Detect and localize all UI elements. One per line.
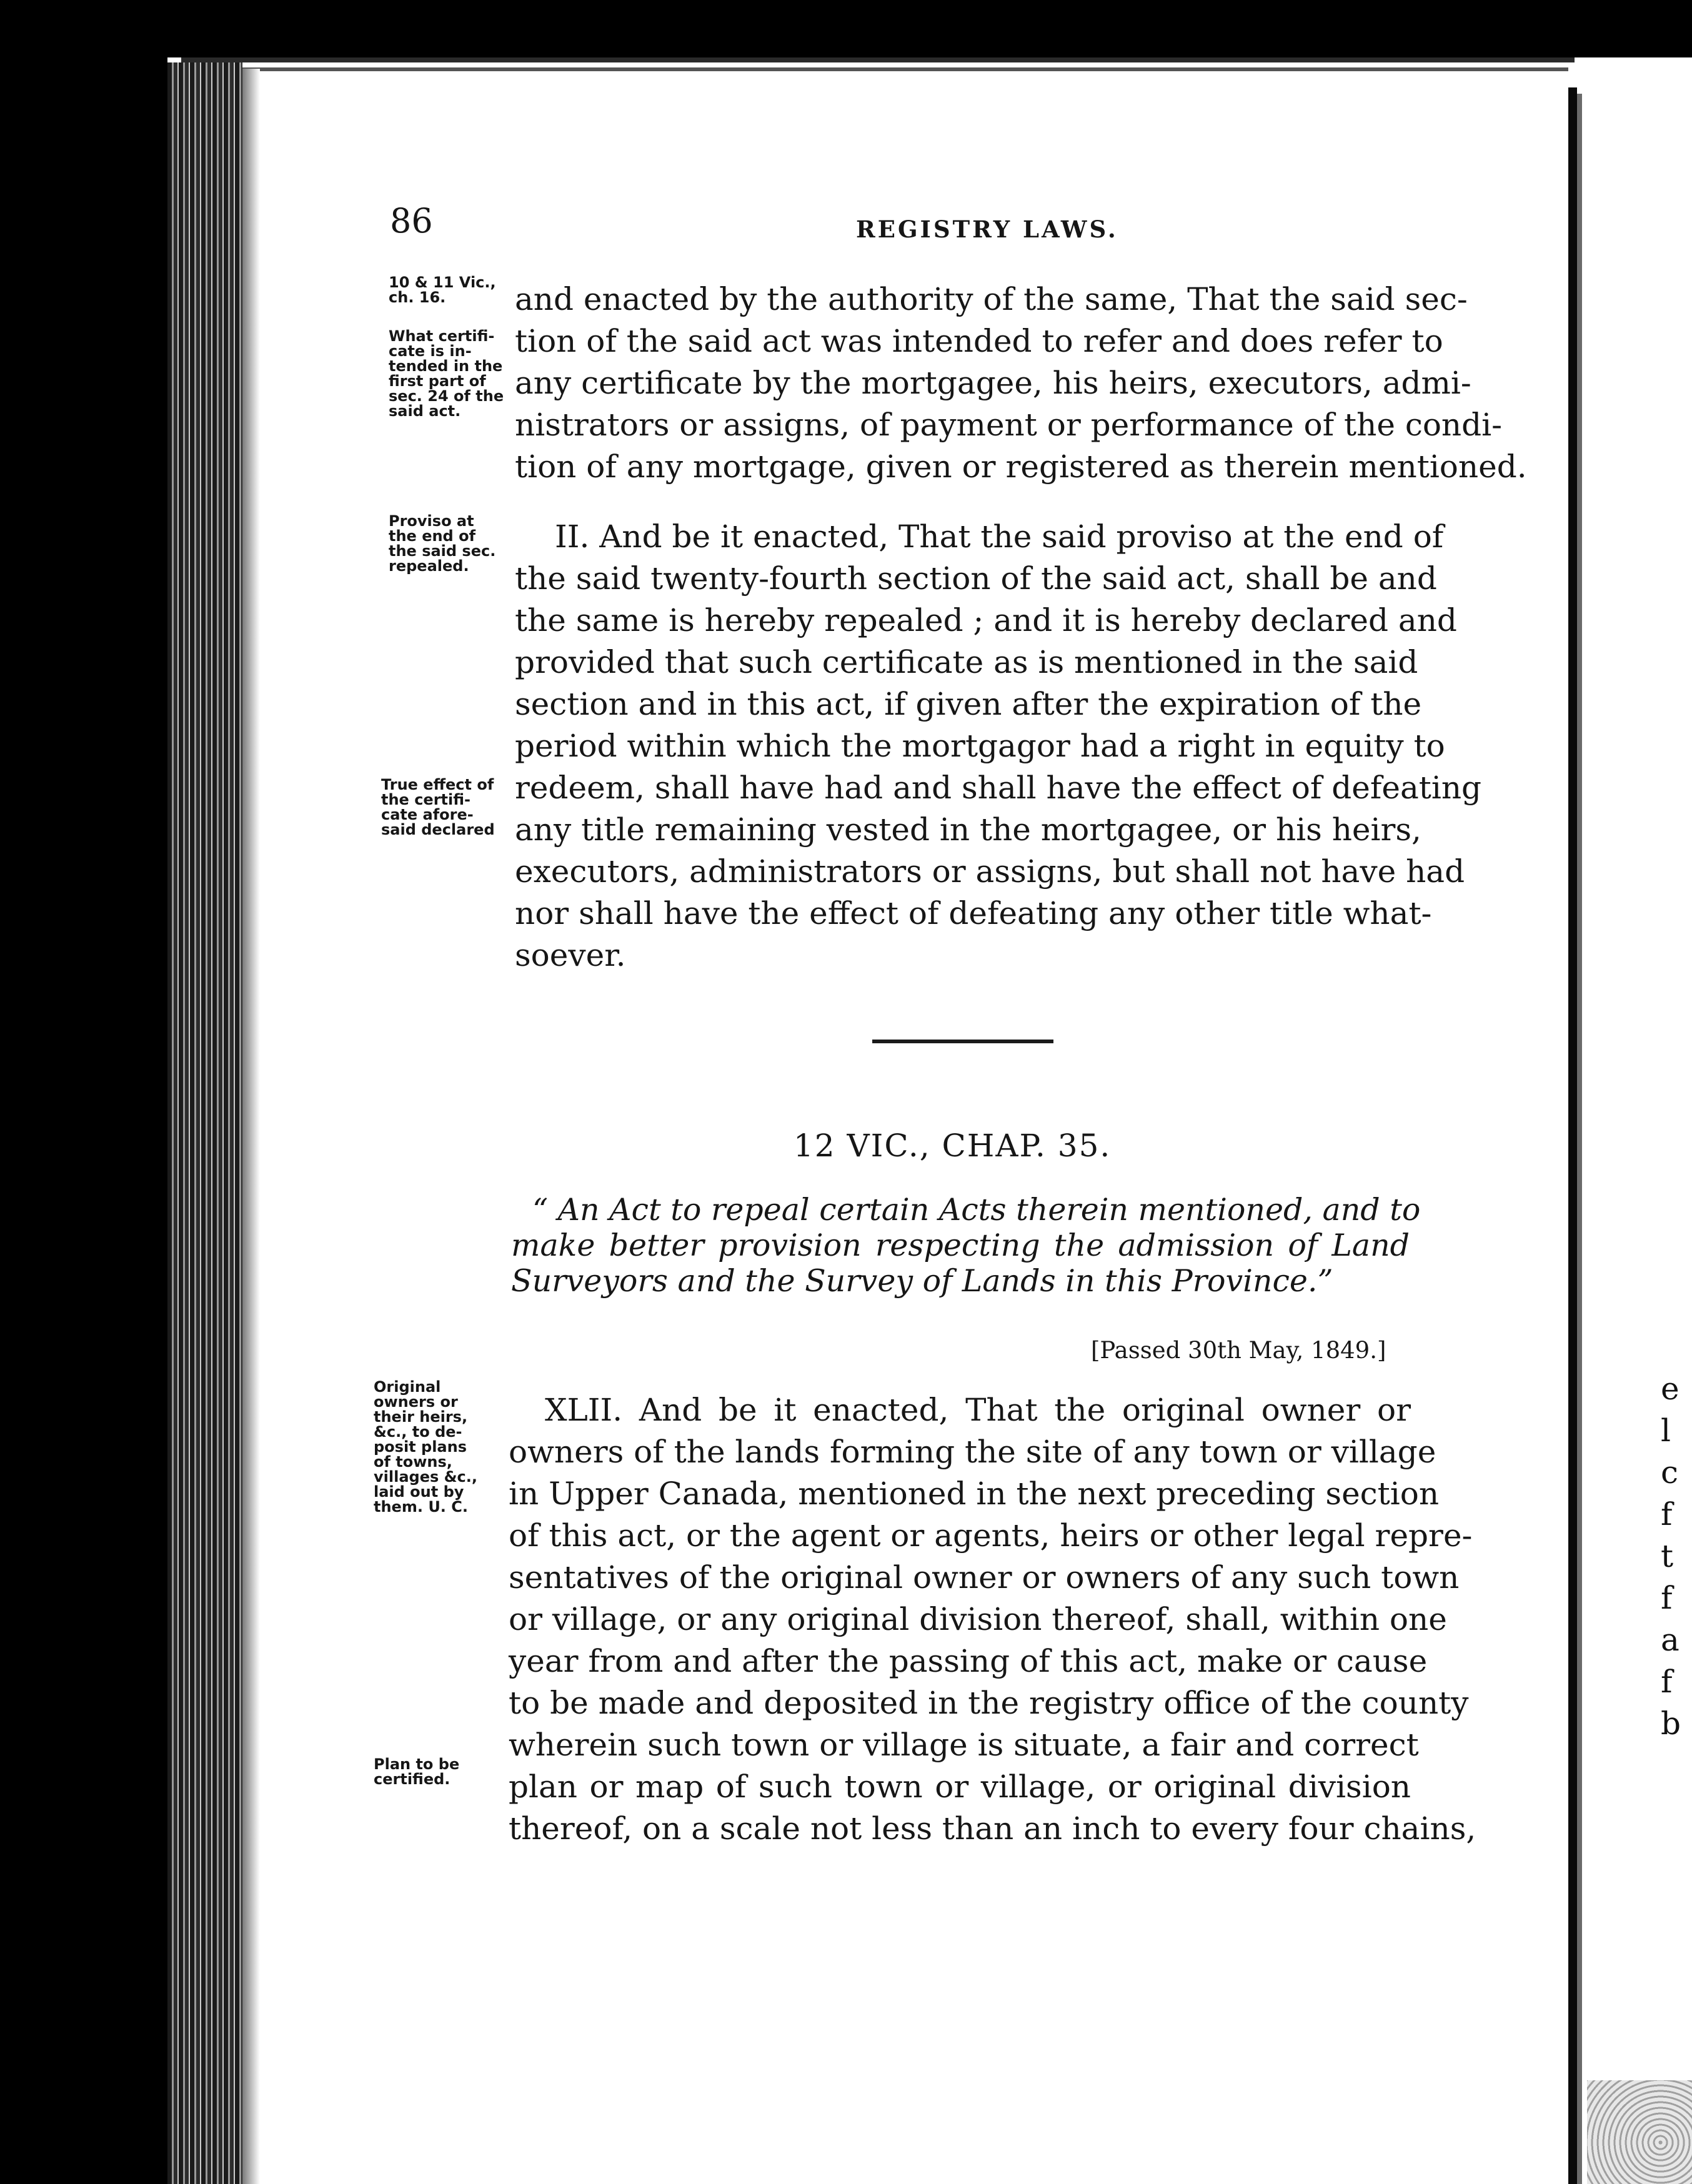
right-gutter-line: [1568, 87, 1577, 2184]
margin-note-line: the certifi-: [381, 791, 470, 808]
text-line: XLII. And be it enacted, That the original owner or: [545, 1392, 1411, 1428]
next-page-letter: c: [1661, 1454, 1679, 1491]
text-line: executors, administrators or assigns, but shall not have had: [515, 853, 1465, 890]
margin-note-line: laid out by: [374, 1483, 464, 1501]
text-line: of this act, or the agent or agents, heirs or other legal repre-: [509, 1517, 1473, 1554]
margin-note-line: the said sec.: [389, 542, 496, 560]
text-line: any certificate by the mortgagee, his heirs, executors, admi-: [515, 365, 1471, 401]
act-title-line: Surveyors and the Survey of Lands in this Province.”: [511, 1263, 1333, 1299]
act-title-line: “ An Act to repeal certain Acts therein mentioned, and to: [532, 1192, 1421, 1228]
margin-note-line: the end of: [389, 527, 476, 545]
passed-date: [Passed 30th May, 1849.]: [1091, 1337, 1386, 1364]
margin-note-original-owners: [374, 1379, 499, 1514]
margin-note-citation: [389, 275, 514, 305]
margin-note-line: &c., to de-: [374, 1423, 462, 1441]
margin-note-line: Original: [374, 1378, 441, 1396]
next-page-letter: l: [1661, 1412, 1671, 1449]
next-page-letter: f: [1661, 1496, 1673, 1532]
text-line: in Upper Canada, mentioned in the next preceding section: [509, 1476, 1440, 1512]
next-page-letter: t: [1661, 1538, 1674, 1574]
margin-note-line: owners or: [374, 1393, 458, 1411]
section-1-text: [515, 279, 1527, 488]
text-line: and enacted by the authority of the same, That the said sec-: [515, 281, 1468, 317]
text-line: nistrators or assigns, of payment or performance of the condi-: [515, 407, 1503, 443]
text-line: year from and after the passing of this act, make or cause: [509, 1643, 1428, 1679]
next-page-letter: e: [1661, 1371, 1680, 1407]
page-top-edge-inner: [206, 67, 1568, 71]
text-line: period within which the mortgagor had a right in equity to: [515, 728, 1445, 764]
text-line: any title remaining vested in the mortgagee, or his heirs,: [515, 812, 1421, 848]
margin-note-line: of towns,: [374, 1453, 452, 1471]
margin-note-line: cate is in-: [389, 342, 472, 360]
page-stack-edges: [167, 62, 242, 2184]
section-2-text: [515, 516, 1482, 976]
margin-note-line: sec. 24 of the: [389, 387, 504, 405]
next-page-letter: a: [1661, 1622, 1680, 1658]
text-line: the said twenty-fourth section of the said act, shall be and: [515, 560, 1437, 597]
text-line: tion of the said act was intended to refer and does refer to: [515, 323, 1443, 359]
margin-note-line: cate afore-: [381, 806, 474, 823]
margin-note-line: certified.: [374, 1770, 450, 1788]
text-line: soever.: [515, 937, 626, 973]
margin-note-line: their heirs,: [374, 1408, 468, 1426]
margin-note-line: Proviso at: [389, 512, 474, 530]
text-line: to be made and deposited in the registry office of the county: [509, 1685, 1469, 1721]
margin-note-line: Plan to be: [374, 1755, 460, 1773]
text-line: the same is hereby repealed ; and it is hereby declared and: [515, 602, 1457, 638]
text-line: section and in this act, if given after the expiration of the: [515, 686, 1422, 722]
next-page-letter: b: [1661, 1705, 1681, 1742]
gutter-shadow: [242, 69, 260, 2184]
section-divider-rule: [872, 1040, 1053, 1043]
margin-note-line: first part of: [389, 372, 486, 390]
text-line: owners of the lands forming the site of any town or village: [509, 1434, 1436, 1470]
scan-corner-noise: [1587, 2080, 1692, 2184]
margin-note-line: them. U. C.: [374, 1498, 469, 1516]
text-line: nor shall have the effect of defeating any other title what-: [515, 895, 1432, 931]
margin-note-true-effect: [381, 777, 506, 837]
margin-note-line: ch. 16.: [389, 289, 446, 306]
section-3-text: [509, 1389, 1476, 1850]
text-line: II. And be it enacted, That the said proviso at the end of: [555, 519, 1444, 555]
margin-note-plan-certified: [374, 1757, 499, 1787]
text-line: sentatives of the original owner or owners of any such town: [509, 1559, 1460, 1596]
next-page-edge-text: [1661, 1368, 1692, 1745]
margin-note-proviso: [389, 514, 514, 573]
margin-note-line: villages &c.,: [374, 1468, 478, 1486]
running-head: REGISTRY LAWS.: [856, 216, 1118, 243]
next-page-letter: f: [1661, 1664, 1673, 1700]
right-gutter-shadow: [1577, 94, 1582, 2184]
margin-note-what-certificate: [389, 329, 514, 419]
margin-note-line: repealed.: [389, 557, 469, 575]
text-line: or village, or any original division thereof, shall, within one: [509, 1601, 1447, 1637]
margin-note-line: True effect of: [381, 776, 494, 793]
text-line: provided that such certificate as is mentioned in the said: [515, 644, 1418, 680]
text-line: plan or map of such town or village, or original division: [509, 1769, 1411, 1805]
act-title-line: make better provision respecting the admission of Land: [511, 1228, 1410, 1263]
next-page-letter: f: [1661, 1580, 1673, 1616]
text-line: tion of any mortgage, given or registered as therein mentioned.: [515, 449, 1527, 485]
margin-note-line: tended in the: [389, 357, 503, 375]
margin-note-line: said act.: [389, 402, 461, 420]
text-line: thereof, on a scale not less than an inch to every four chains,: [509, 1810, 1476, 1847]
page-top-edge: [181, 57, 1575, 62]
margin-note-line: said declared: [381, 821, 495, 838]
act-title: [511, 1192, 1421, 1299]
margin-note-line: 10 & 11 Vic.,: [389, 274, 496, 291]
text-line: wherein such town or village is situate, a fair and correct: [509, 1727, 1419, 1763]
margin-note-line: What certifi-: [389, 327, 495, 345]
book-spine: [0, 57, 167, 2184]
text-line: redeem, shall have had and shall have the effect of defeating: [515, 770, 1482, 806]
chapter-title: 12 VIC., CHAP. 35.: [794, 1128, 1112, 1164]
scan-border-top: [0, 0, 1692, 57]
margin-note-line: posit plans: [374, 1438, 467, 1456]
page-number: 86: [390, 201, 433, 241]
